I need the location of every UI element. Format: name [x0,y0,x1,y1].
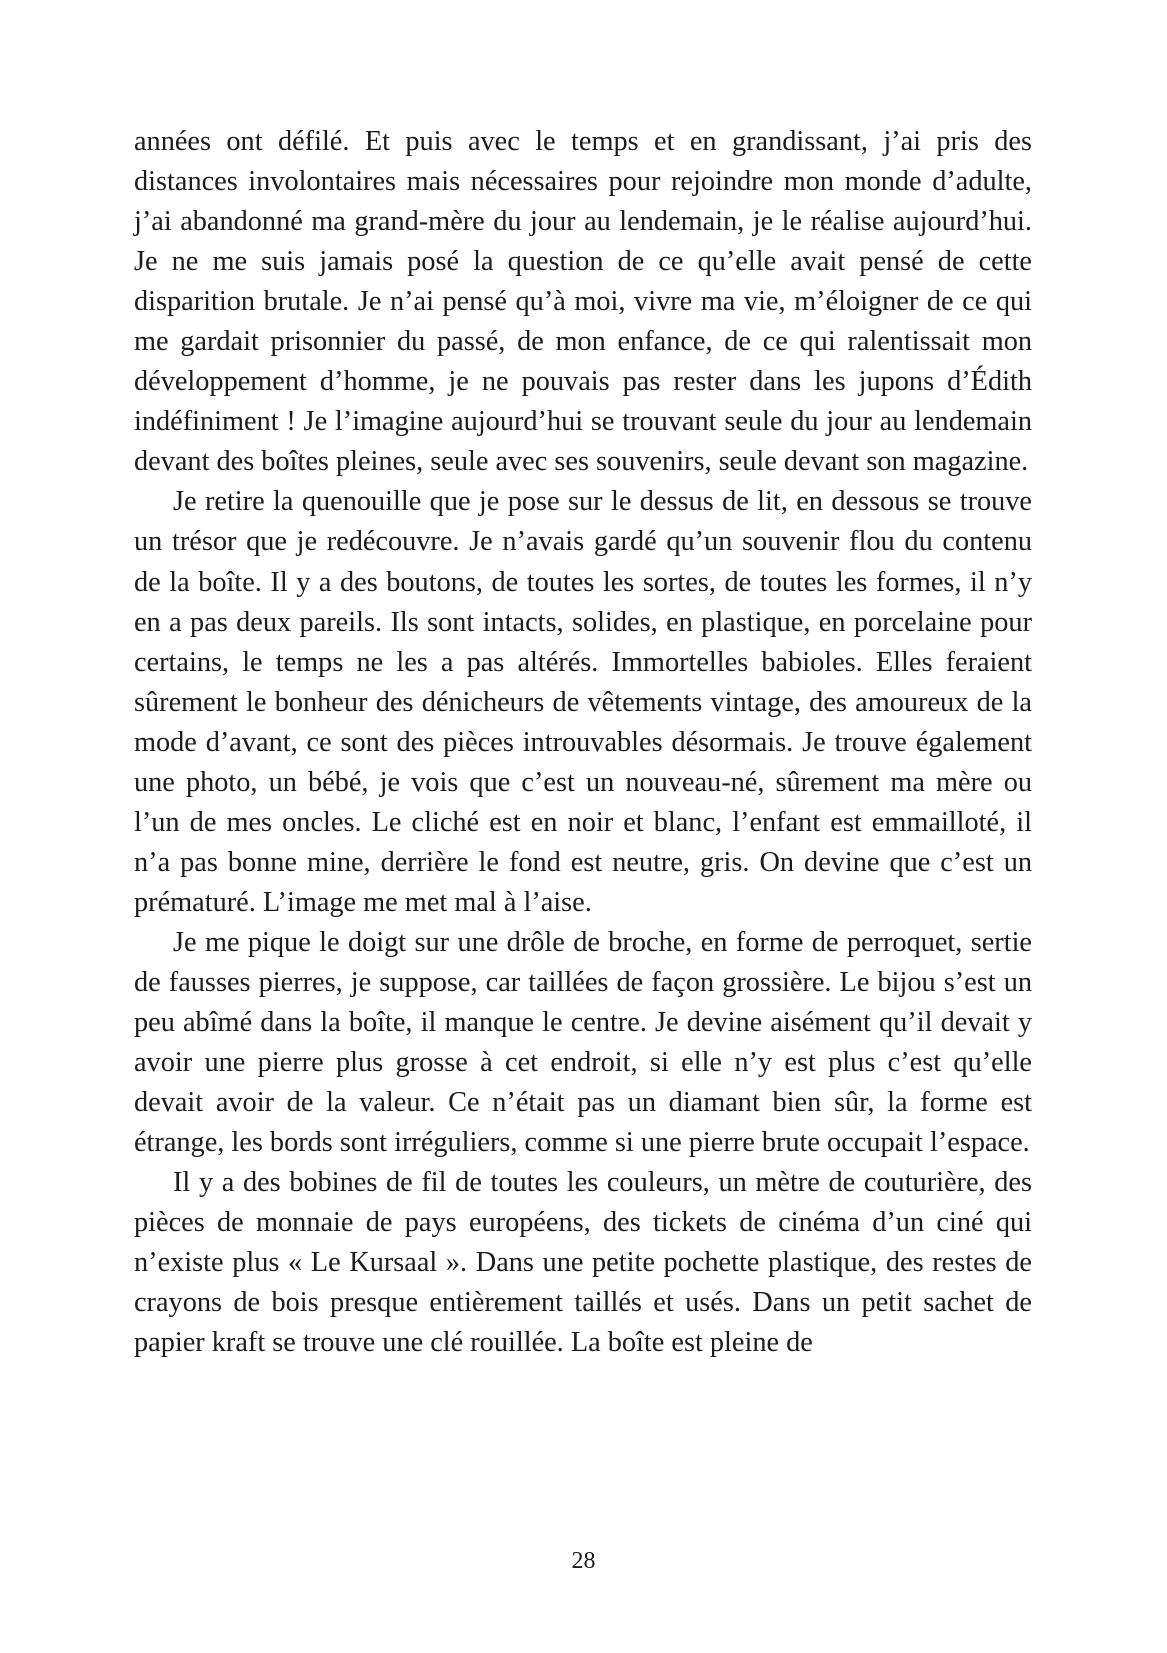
paragraph-1: années ont défilé. Et puis avec le temps et en grandissant, j’ai pris des distances involontaires mais nécessaires pour rejoindre mon monde d’adulte, j’ai abandonné ma grand-mère du jour au lendemain, je le réalise aujourd’hui. Je ne me suis jamais posé la question de ce qu’elle avait pensé de cette disparition brutale. Je n’ai pensé qu’à moi, vivre ma vie, m’éloigner de ce qui me gardait prisonnier du passé, de mon enfance, de ce qui ralentissait mon développement d’homme, je ne pouvais pas rester dans les jupons d’Édith indéfiniment ! Je l’imagine aujourd’hui se trouvant seule du jour au lendemain devant des boîtes pleines, seule avec ses souvenirs, seule devant son magazine. [134,126,1032,478]
paragraph-4: Il y a des bobines de fil de toutes les couleurs, un mètre de couturière, des pièces de monnaie de pays européens, des tickets de cinéma d’un ciné qui n’existe plus « Le Kursaal ». Dans une petite pochette plastique, des restes de crayons de bois presque entièrement taillés et usés. Dans un petit sachet de papier kraft se trouve une clé rouillée. La boîte est pleine de [134,1167,1032,1359]
paragraph-3: Je me pique le doigt sur une drôle de broche, en forme de perroquet, sertie de fausses pierres, je suppose, car taillées de façon grossière. Le bijou s’est un peu abîmé dans la boîte, il manque le centre. Je devine aisément qu’il devait y avoir une pierre plus grosse à cet endroit, si elle n’y est plus c’est qu’elle devait avoir de la valeur. Ce n’était pas un diamant bien sûr, la forme est étrange, les bords sont irréguliers, comme si une pierre brute occupait l’espace. [134,926,1032,1159]
paragraph-2: Je retire la quenouille que je pose sur le dessus de lit, en dessous se trouve un trésor que je redécouvre. Je n’avais gardé qu’un souvenir flou du contenu de la boîte. Il y a des boutons, de toutes les sortes, de toutes les formes, il n’y en a pas deux pareils. Ils sont intacts, solides, en plastique, en porcelaine pour certains, le temps ne les a pas altérés. Immortelles babioles. Elles feraient sûrement le bonheur des dénicheurs de vêtements vintage, des amoureux de la mode d’avant, ce sont des pièces introuvables désormais. Je trouve également une photo, un bébé, je vois que c’est un nouveau-né, sûrement ma mère ou l’un de mes oncles. Le cliché est en noir et blanc, l’enfant est emmailloté, il n’a pas bonne mine, derrière le fond est neutre, gris. On devine que c’est un prématuré. L’image me met mal à l’aise. [134,486,1032,918]
body-text [134,122,1032,1363]
page-number: 28 [571,1548,596,1574]
